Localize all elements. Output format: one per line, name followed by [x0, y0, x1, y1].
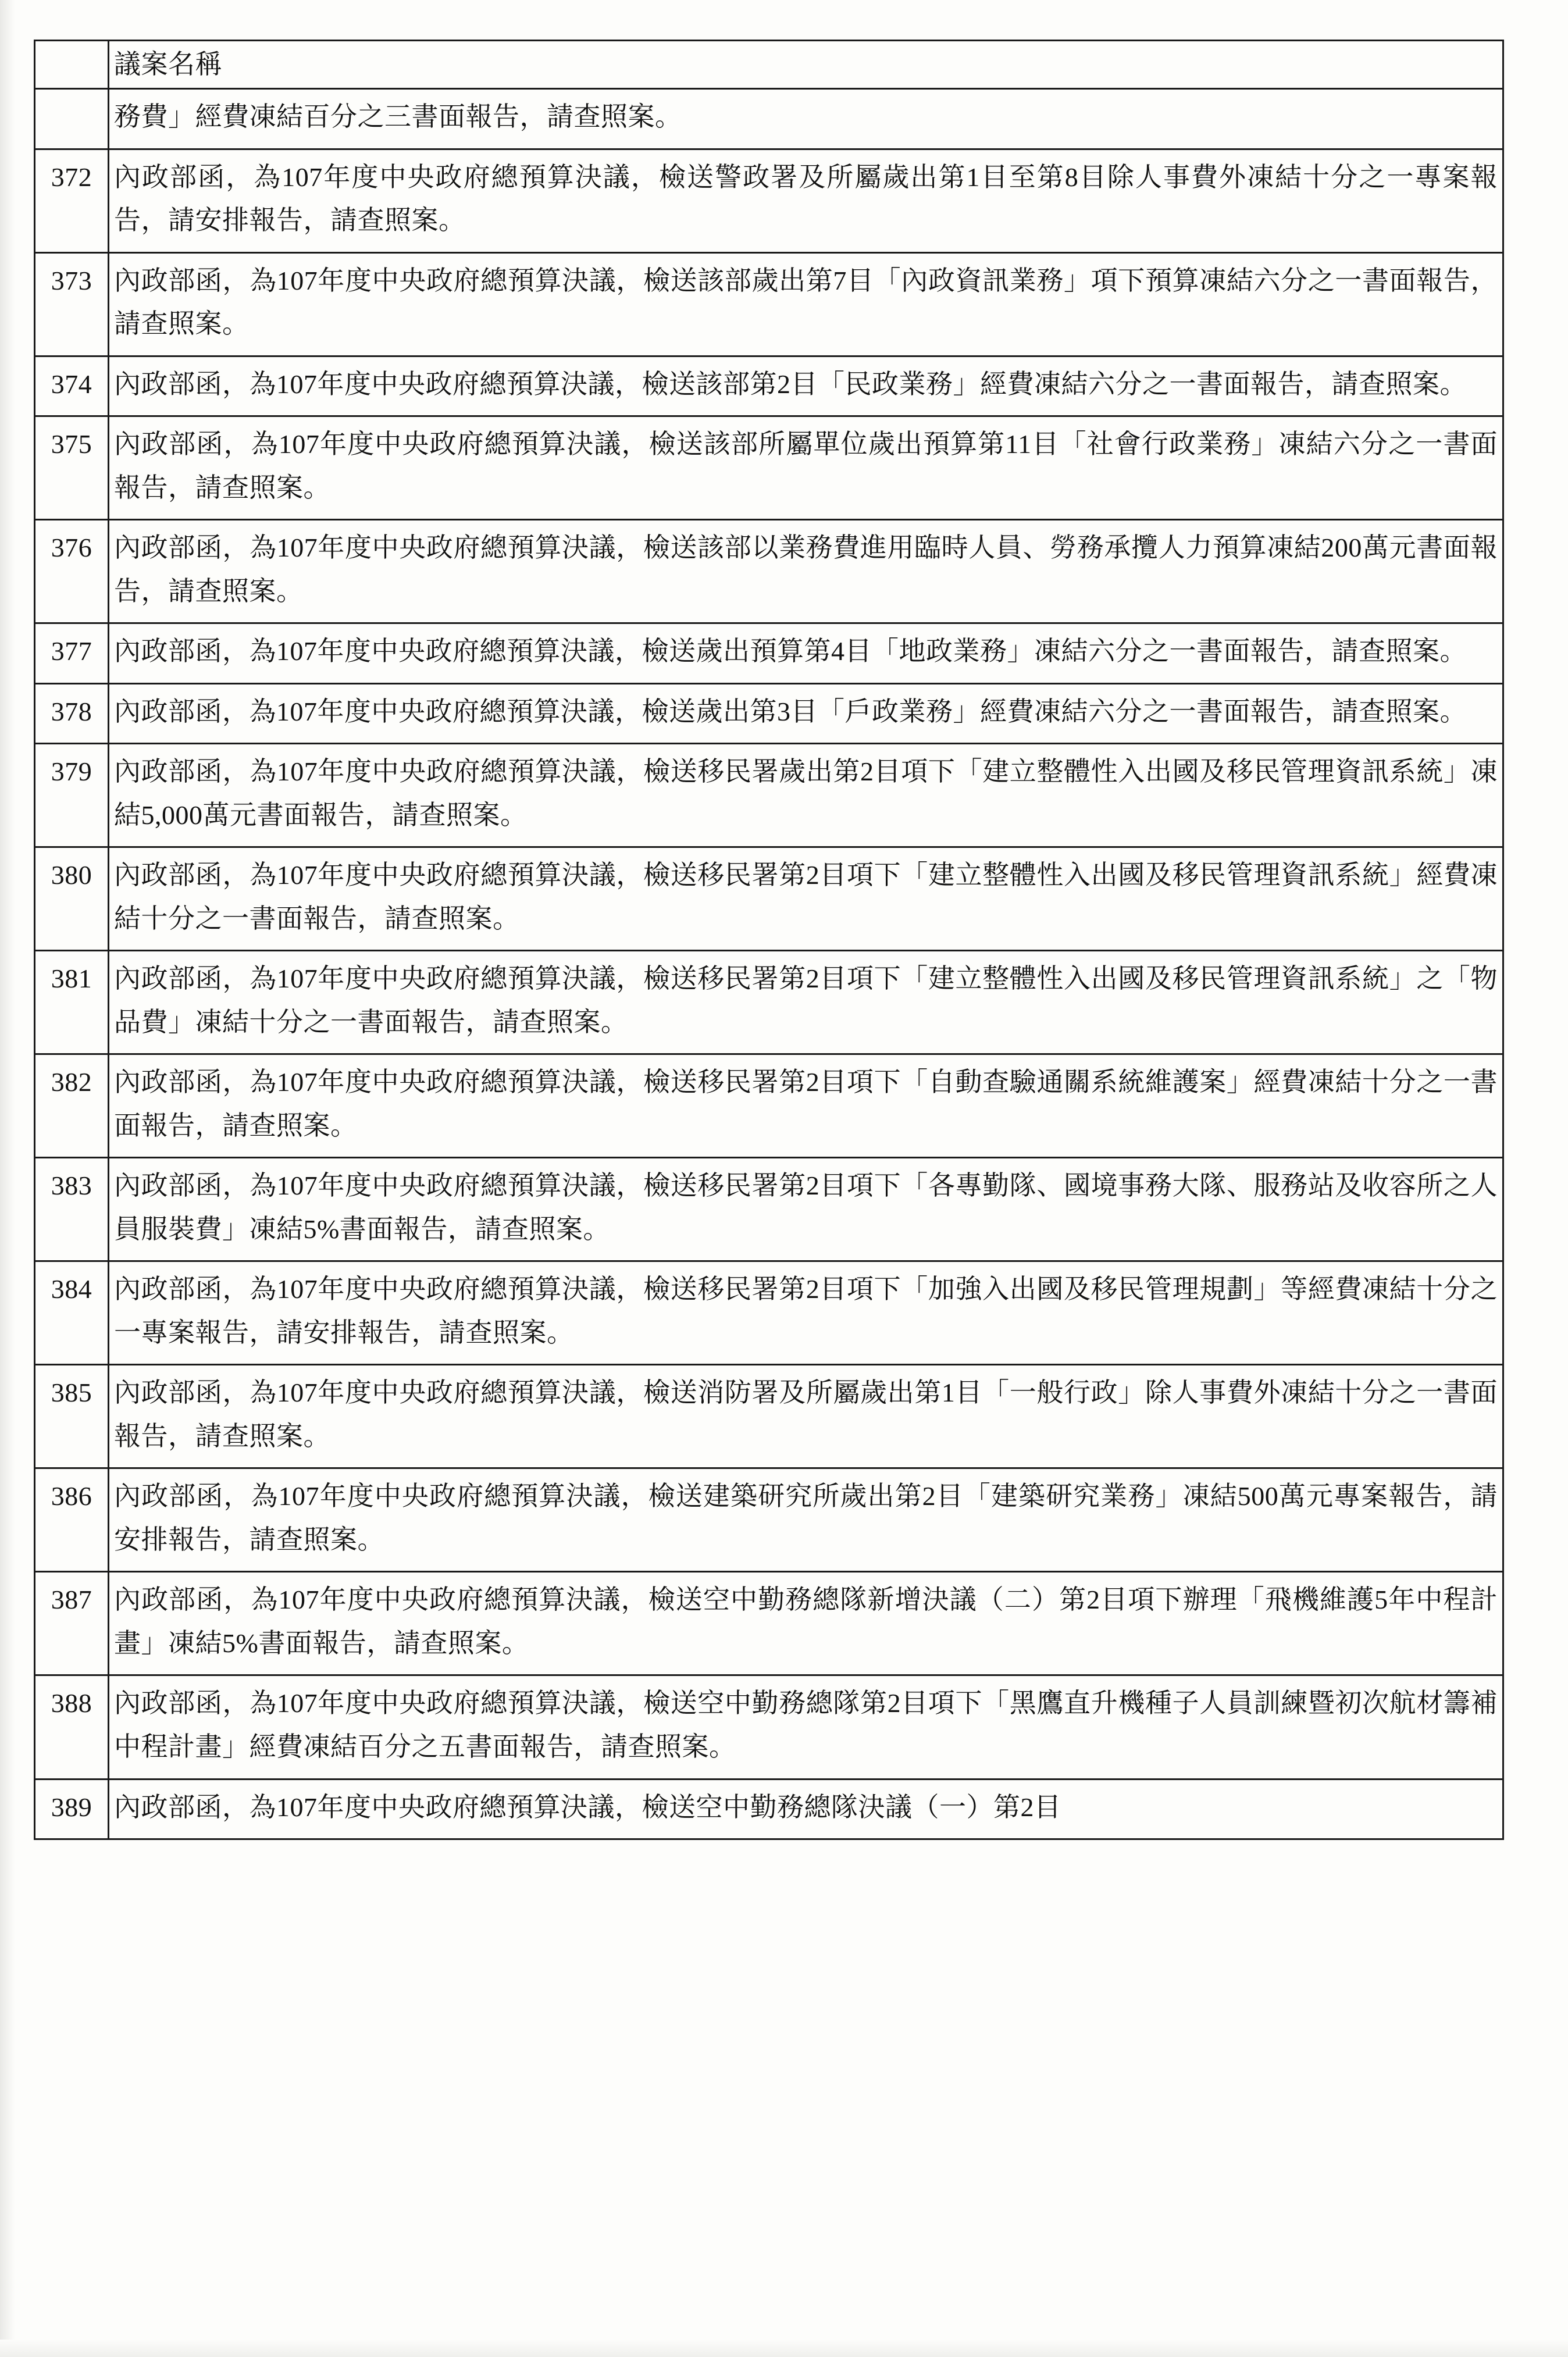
- table-row: [35, 252, 1503, 356]
- row-text: 內政部函，為107年度中央政府總預算決議，檢送建築研究所歲出第2目「建築研究業務」凍結500萬元專案報告，請安排報告，請查照案。: [109, 1468, 1503, 1572]
- row-text: 內政部函，為107年度中央政府總預算決議，檢送移民署第2目項下「建立整體性入出國及移民管理資訊系統」之「物品費」凍結十分之一書面報告，請查照案。: [109, 951, 1503, 1054]
- table-row: [35, 744, 1503, 847]
- table-row: [35, 847, 1503, 951]
- table-row: [35, 1365, 1503, 1468]
- row-number: 372: [35, 149, 109, 252]
- scan-edge-shadow-left: [0, 0, 15, 2357]
- table-row: [35, 356, 1503, 416]
- row-text: 內政部函，為107年度中央政府總預算決議，檢送移民署第2目項下「各專勤隊、國境事務大隊、服務站及收容所之人員服裝費」凍結5%書面報告，請查照案。: [109, 1158, 1503, 1261]
- agenda-table-container: [34, 40, 1504, 1840]
- table-header-row: [35, 41, 1503, 89]
- row-number: 373: [35, 252, 109, 356]
- table-row: [35, 89, 1503, 149]
- table-row: [35, 1675, 1503, 1779]
- table-row: [35, 1779, 1503, 1839]
- row-number: 380: [35, 847, 109, 951]
- row-number: 376: [35, 520, 109, 623]
- header-number-cell: [35, 41, 109, 89]
- row-number: 387: [35, 1572, 109, 1675]
- scan-edge-shadow-bottom: [0, 2340, 1568, 2357]
- row-text: 內政部函，為107年度中央政府總預算決議，檢送該部歲出第7目「內政資訊業務」項下預算凍結六分之一書面報告，請查照案。: [109, 252, 1503, 356]
- agenda-table: [34, 40, 1504, 1840]
- table-row: [35, 520, 1503, 623]
- row-text: 內政部函，為107年度中央政府總預算決議，檢送移民署第2目項下「自動查驗通關系統維護案」經費凍結十分之一書面報告，請查照案。: [109, 1054, 1503, 1158]
- table-row: [35, 1261, 1503, 1365]
- row-number: 388: [35, 1675, 109, 1779]
- row-text: 內政部函，為107年度中央政府總預算決議，檢送空中勤務總隊第2目項下「黑鷹直升機種子人員訓練暨初次航材籌補中程計畫」經費凍結百分之五書面報告，請查照案。: [109, 1675, 1503, 1779]
- row-number: 386: [35, 1468, 109, 1572]
- table-row: [35, 1158, 1503, 1261]
- row-text: 內政部函，為107年度中央政府總預算決議，檢送歲出第3目「戶政業務」經費凍結六分之一書面報告，請查照案。: [109, 683, 1503, 744]
- row-number: 374: [35, 356, 109, 416]
- table-row: [35, 1054, 1503, 1158]
- row-number: 378: [35, 683, 109, 744]
- header-title-cell: 議案名稱: [109, 41, 1503, 89]
- table-row: [35, 683, 1503, 744]
- row-text: 內政部函，為107年度中央政府總預算決議，檢送警政署及所屬歲出第1目至第8目除人事費外凍結十分之一專案報告，請安排報告，請查照案。: [109, 149, 1503, 252]
- agenda-table-body: [35, 41, 1503, 1839]
- row-number: [35, 89, 109, 149]
- row-number: 381: [35, 951, 109, 1054]
- table-row: [35, 1572, 1503, 1675]
- row-text: 內政部函，為107年度中央政府總預算決議，檢送移民署第2目項下「建立整體性入出國及移民管理資訊系統」經費凍結十分之一書面報告，請查照案。: [109, 847, 1503, 951]
- table-row: [35, 1468, 1503, 1572]
- row-number: 377: [35, 623, 109, 684]
- table-row: [35, 623, 1503, 684]
- row-number: 382: [35, 1054, 109, 1158]
- row-text: 務費」經費凍結百分之三書面報告，請查照案。: [109, 89, 1503, 149]
- row-number: 375: [35, 416, 109, 520]
- row-number: 379: [35, 744, 109, 847]
- row-text: 內政部函，為107年度中央政府總預算決議，檢送歲出預算第4目「地政業務」凍結六分之一書面報告，請查照案。: [109, 623, 1503, 684]
- row-number: 385: [35, 1365, 109, 1468]
- row-text: 內政部函，為107年度中央政府總預算決議，檢送空中勤務總隊新增決議（二）第2目項下辦理「飛機維護5年中程計畫」凍結5%書面報告，請查照案。: [109, 1572, 1503, 1675]
- row-text: 內政部函，為107年度中央政府總預算決議，檢送消防署及所屬歲出第1目「一般行政」除人事費外凍結十分之一書面報告，請查照案。: [109, 1365, 1503, 1468]
- table-row: [35, 951, 1503, 1054]
- table-row: [35, 416, 1503, 520]
- row-number: 383: [35, 1158, 109, 1261]
- row-text: 內政部函，為107年度中央政府總預算決議，檢送該部第2目「民政業務」經費凍結六分之一書面報告，請查照案。: [109, 356, 1503, 416]
- row-text: 內政部函，為107年度中央政府總預算決議，檢送該部所屬單位歲出預算第11目「社會行政業務」凍結六分之一書面報告，請查照案。: [109, 416, 1503, 520]
- row-text: 內政部函，為107年度中央政府總預算決議，檢送該部以業務費進用臨時人員、勞務承攬人力預算凍結200萬元書面報告，請查照案。: [109, 520, 1503, 623]
- row-number: 384: [35, 1261, 109, 1365]
- row-number: 389: [35, 1779, 109, 1839]
- table-row: [35, 149, 1503, 252]
- row-text: 內政部函，為107年度中央政府總預算決議，檢送移民署第2目項下「加強入出國及移民管理規劃」等經費凍結十分之一專案報告，請安排報告，請查照案。: [109, 1261, 1503, 1365]
- row-text: 內政部函，為107年度中央政府總預算決議，檢送空中勤務總隊決議（一）第2目: [109, 1779, 1503, 1839]
- row-text: 內政部函，為107年度中央政府總預算決議，檢送移民署歲出第2目項下「建立整體性入出國及移民管理資訊系統」凍結5,000萬元書面報告，請查照案。: [109, 744, 1503, 847]
